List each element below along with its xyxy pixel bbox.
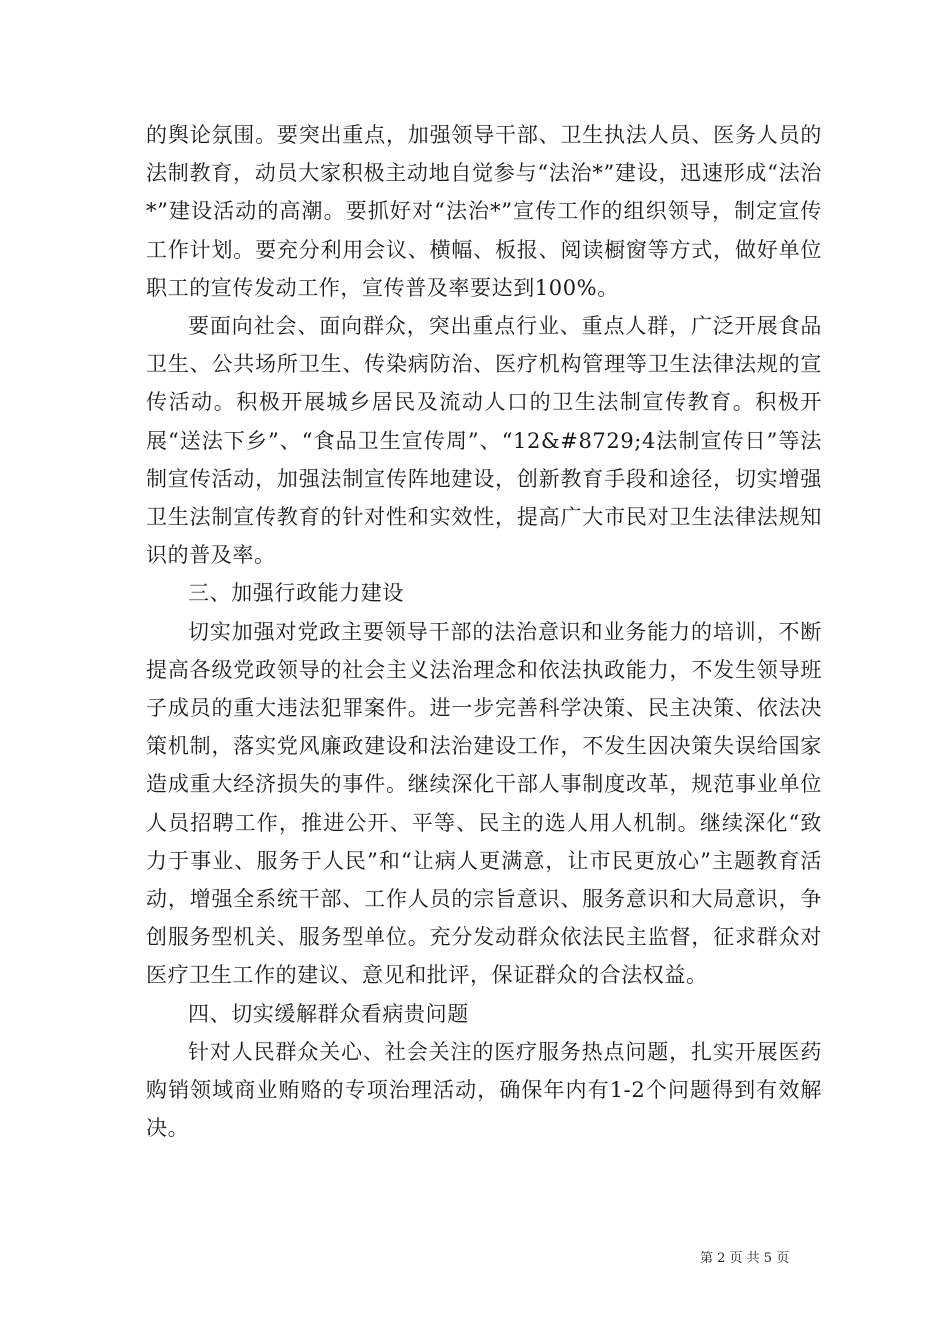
section-heading-3: 三、加强行政能力建设: [188, 581, 404, 606]
paragraph-2: 要面向社会、面向群众，突出重点行业、重点人群，广泛开展食品卫生、公共场所卫生、传染病防治、医疗机构管理等卫生法律法规的宣传活动。积极开展城乡居民及流动人口的卫生法制宣传教育。积极开展“送法下乡”、“食品卫生宣传周”、“12&#8729;4法制宣传日”等法制宣传活动，加强法制宣传阵地建设，创新教育手段和途径，切实增强卫生法制宣传教育的针对性和实效性，提高广大市民对卫生法律法规知识的普及率。: [146, 314, 822, 568]
paragraph-3: 切实加强对党政主要领导干部的法治意识和业务能力的培训，不断提高各级党政领导的社会主义法治理念和依法执政能力，不发生领导班子成员的重大违法犯罪案件。进一步完善科学决策、民主决策、依法决策机制，落实党风廉政建设和法治建设工作，不发生因决策失误给国家造成重大经济损失的事件。继续深化干部人事制度改革，规范事业单位人员招聘工作，推进公开、平等、民主的选人用人机制。继续深化“致力于事业、服务于人民”和“让病人更满意，让市民更放心”主题教育活动，增强全系统干部、工作人员的宗旨意识、服务意识和大局意识，争创服务型机关、服务型单位。充分发动群众依法民主监督，征求群众对医疗卫生工作的建议、意见和批评，保证群众的合法权益。: [146, 619, 822, 988]
document-body: [146, 116, 822, 1147]
paragraph-1: 的舆论氛围。要突出重点，加强领导干部、卫生执法人员、医务人员的法制教育，动员大家积极主动地自觉参与“法治*”建设，迅速形成“法治*”建设活动的高潮。要抓好对“法治*”宣传工作的组织领导，制定宣传工作计划。要充分利用会议、横幅、板报、阅读橱窗等方式，做好单位职工的宣传发动工作，宣传普及率要达到100%。: [146, 123, 822, 300]
page-number: 第 2 页 共 5 页: [700, 1251, 790, 1266]
section-heading-4: 四、切实缓解群众看病贵问题: [188, 1001, 469, 1026]
paragraph-4: 针对人民群众关心、社会关注的医疗服务热点问题，扎实开展医药购销领域商业贿赂的专项治理活动，确保年内有1-2个问题得到有效解决。: [146, 1039, 822, 1141]
